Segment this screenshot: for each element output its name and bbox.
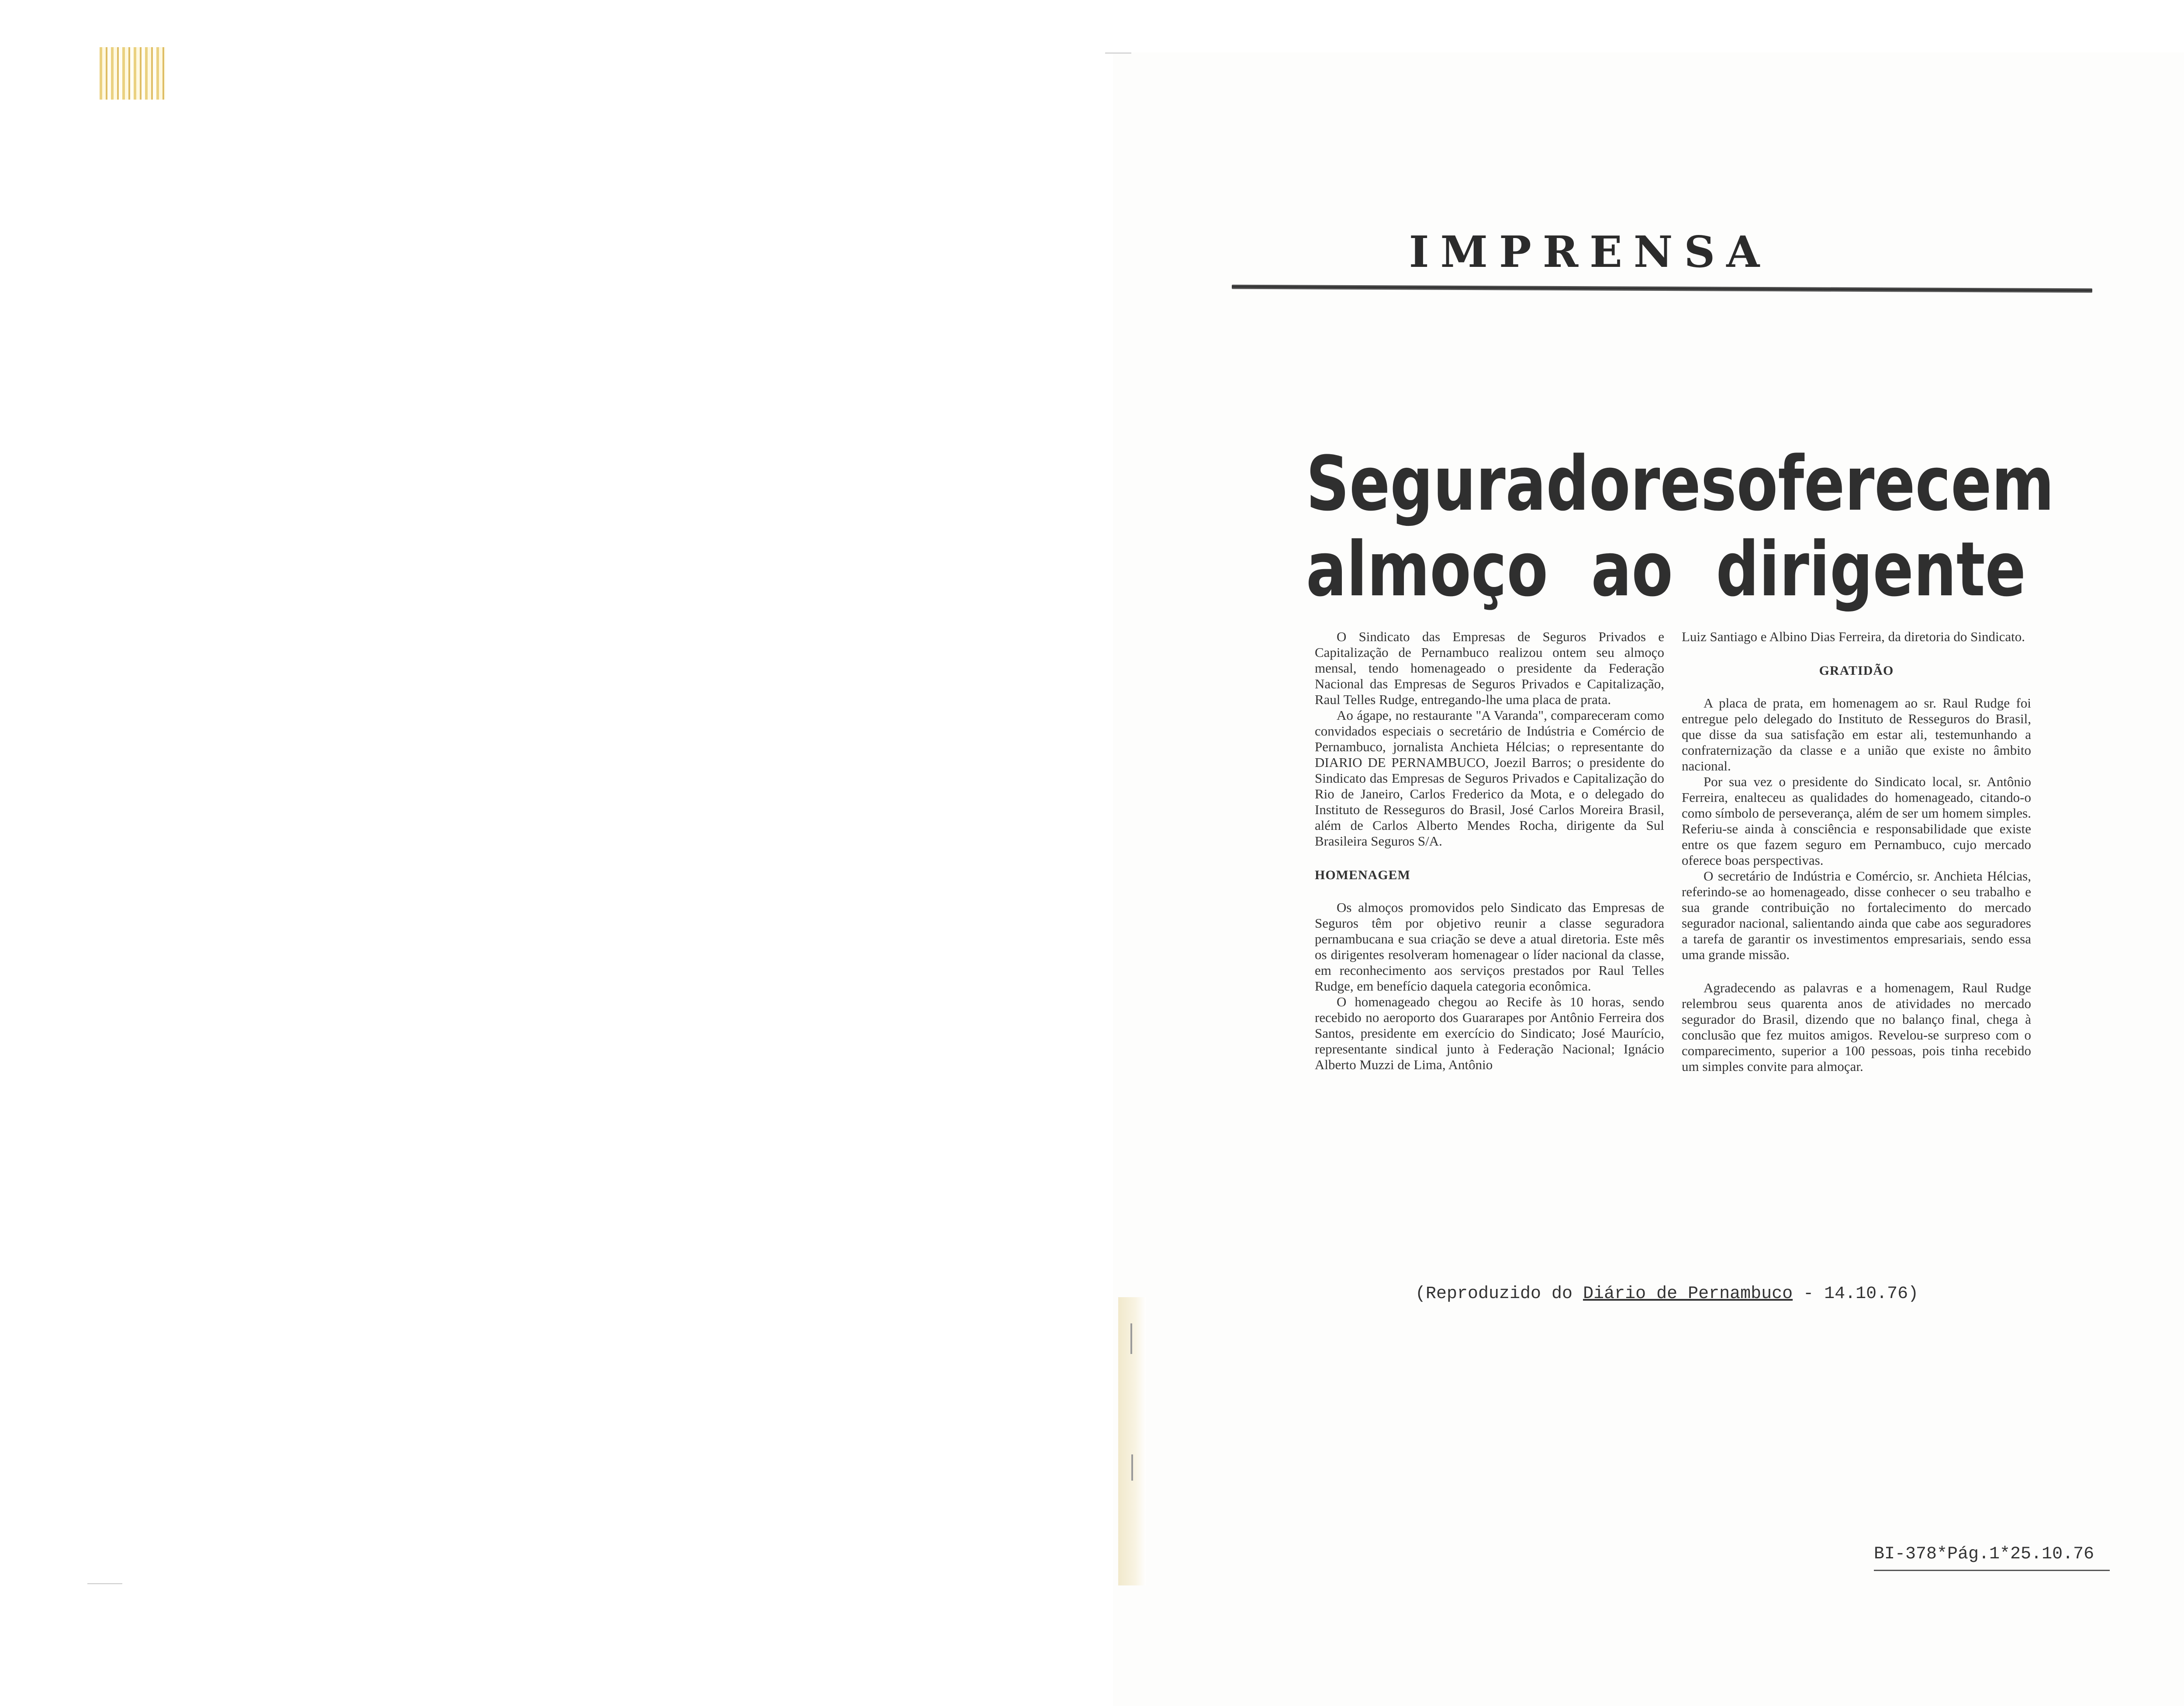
left-page-mark — [87, 1583, 122, 1584]
subheading-gratidao: GRATIDÃO — [1819, 663, 1894, 678]
headline-word: oferecem — [1736, 440, 2054, 528]
headline-word: almoço — [1306, 525, 1548, 613]
article-paragraph: Agradecendo as palavras e a homenagem, Raul Rudge relembrou seus quarenta anos de atividades no mercado segurador do Brasil, dizendo que no balanço final, chega à conclusão que fez muitos amigos. Revelou-se surpreso com o comparecimento, superior a 100 pessoas, pois tinha recebido um simples convite para almoçar. — [1682, 980, 2031, 1074]
source-newspaper: Diário de Pernambuco — [1583, 1284, 1793, 1304]
article-paragraph: A placa de prata, em homenagem ao sr. Raul Rudge foi entregue pelo delegado do Instituto de Resseguros do Brasil, que disse da sua satisfação em estar ali, testemunhando a confraternização da classe e a união que existe no âmbito nacional. — [1682, 695, 2031, 774]
headline-word: ao — [1591, 525, 1673, 613]
article-paragraph: Os almoços promovidos pelo Sindicato das Empresas de Seguros têm por objetivo reunir a classe seguradora pernambucana e sua criação se deve a atual diretoria. Este mês os dirigentes resolveram homenagear o líder nacional da classe, em reconhecimento aos serviços prestados por Raul Telles Rudge, em benefício daquela categoria econômica. — [1315, 900, 1664, 994]
headline-line-1 — [1306, 440, 2054, 528]
article-paragraph: O secretário de Indústria e Comércio, sr. Anchieta Hélcias, referindo-se ao homenageado, disse conhecer o seu trabalho e sua grande contribuição no fortalecimento do mercado segurador nacional, salientando ainda que cabe aos seguradores a tarefa de garantir os investimentos empresariais, sendo essa uma grande missão. — [1682, 868, 2031, 962]
article-headline — [1306, 440, 2054, 613]
headline-word: dirigente — [1716, 525, 2026, 613]
headline-line-2 — [1306, 527, 2026, 612]
clipping-edge — [1118, 1297, 1146, 1585]
article-paragraph: O Sindicato das Empresas de Seguros Privados e Capitalização de Pernambuco realizou ontem seu almoço mensal, tendo homenageado o presidente da Federação Nacional das Empresas de Seguros Privados e Capitalização, Raul Telles Rudge, entregando-lhe uma placa de prata. — [1315, 629, 1664, 707]
index-tab-mark — [100, 47, 166, 100]
article-column-1 — [1315, 629, 1664, 1073]
section-title: IMPRENSA — [1409, 227, 1771, 277]
source-suffix: - 14.10.76) — [1793, 1284, 1919, 1304]
page-reference: BI-378*Pág.1*25.10.76 — [1874, 1544, 2094, 1564]
article-column-2 — [1682, 629, 2031, 1074]
article-paragraph: Luiz Santiago e Albino Dias Ferreira, da diretoria do Sindicato. — [1682, 629, 2025, 644]
edge-mark — [1130, 1323, 1132, 1354]
article-paragraph: Por sua vez o presidente do Sindicato local, sr. Antônio Ferreira, enalteceu as qualidades do homenageado, citando-o como símbolo de perseverança, além de ser um homem simples. Referiu-se ainda à consciência e responsabilidade que existe entre os que fazem seguro em Pernambuco, cujo mercado oferece boas perspectivas. — [1682, 774, 2031, 868]
headline-word: Seguradores — [1306, 440, 1737, 528]
article-paragraph: Ao ágape, no restaurante "A Varanda", compareceram como convidados especiais o secretário de Indústria e Comércio de Pernambuco, jornalista Anchieta Hélcias; o representante do DIARIO DE PERNAMBUCO, Joezil Barros; o presidente do Sindicato das Empresas de Seguros Privados e Capitalização do Rio de Janeiro, Carlos Frederico da Mota, e o delegado do Instituto de Resseguros do Brasil, José Carlos Moreira Brasil, além de Carlos Alberto Mendes Rocha, dirigente da Sul Brasileira Seguros S/A. — [1315, 708, 1664, 849]
source-prefix: (Reproduzido do — [1415, 1284, 1583, 1304]
article-paragraph: O homenageado chegou ao Recife às 10 horas, sendo recebido no aeroporto dos Guararapes por Antônio Ferreira dos Santos, presidente em exercício do Sindicato; José Maurício, representante sindical junto à Federação Nacional; Ignácio Alberto Muzzi de Lima, Antônio — [1315, 994, 1664, 1072]
edge-mark — [1131, 1454, 1133, 1481]
source-citation — [1415, 1284, 2027, 1304]
page-corner-mark — [1105, 52, 1131, 54]
page-reference-underline — [1874, 1570, 2110, 1571]
subheading-homenagem: HOMENAGEM — [1315, 868, 1410, 882]
